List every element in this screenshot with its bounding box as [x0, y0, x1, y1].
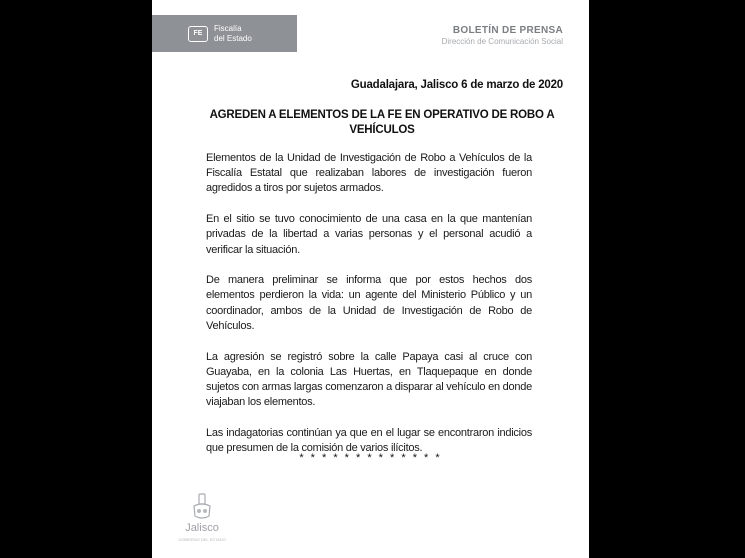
separator-asterisks: * * * * * * * * * * * * * — [299, 452, 442, 464]
paragraph: En el sitio se tuvo conocimiento de una casa en la que mantenían privadas de la libertad a varias personas y el personal acudió a verificar la situación. — [206, 213, 532, 256]
jalisco-logo-subtitle: GOBIERNO DEL ESTADO — [178, 537, 226, 542]
jalisco-crest-icon — [190, 492, 214, 522]
press-title: BOLETÍN DE PRENSA — [452, 25, 563, 36]
logo-line-2: del Estado — [214, 33, 252, 43]
fe-emblem-icon — [188, 26, 208, 42]
paragraph: Las indagatorias continúan ya que en el lugar se encontraron indicios que presumen de la comisión de varios ilícitos. — [206, 426, 532, 455]
dateline: Guadalajara, Jalisco 6 de marzo de 2020 — [350, 79, 563, 91]
fiscalia-logo-text — [214, 24, 252, 44]
jalisco-logo — [172, 492, 232, 548]
fiscalia-logo — [152, 15, 297, 52]
headline: AGREDEN A ELEMENTOS DE LA FE EN OPERATIVO DE ROBO A VEHÍCULOS — [209, 109, 555, 136]
paragraph: La agresión se registró sobre la calle Papaya casi al cruce con Guayaba, en la colonia Las Huertas, en Tlaquepaque en donde sujetos con armas largas comenzaron a disparar al vehículo en donde viajaban los elementos. — [206, 350, 532, 409]
paragraph: Elementos de la Unidad de Investigación de Robo a Vehículos de la Fiscalía Estatal que realizaban labores de investigación fueron agredidos a tiros por sujetos armados. — [206, 152, 532, 195]
logo-line-1: Fiscalía — [214, 23, 242, 33]
press-release-page — [152, 0, 589, 558]
jalisco-logo-word: Jalisco — [185, 522, 219, 534]
article-body — [206, 151, 532, 472]
paragraph: De manera preliminar se informa que por estos hechos dos elementos perdieron la vida: un agente del Ministerio Público y un coordinador, ambos de la Unidad de Investigación de Robo de Vehículos. — [206, 274, 532, 332]
fe-emblem-text: FE — [193, 30, 203, 37]
press-subtitle: Dirección de Comunicación Social — [441, 37, 563, 46]
